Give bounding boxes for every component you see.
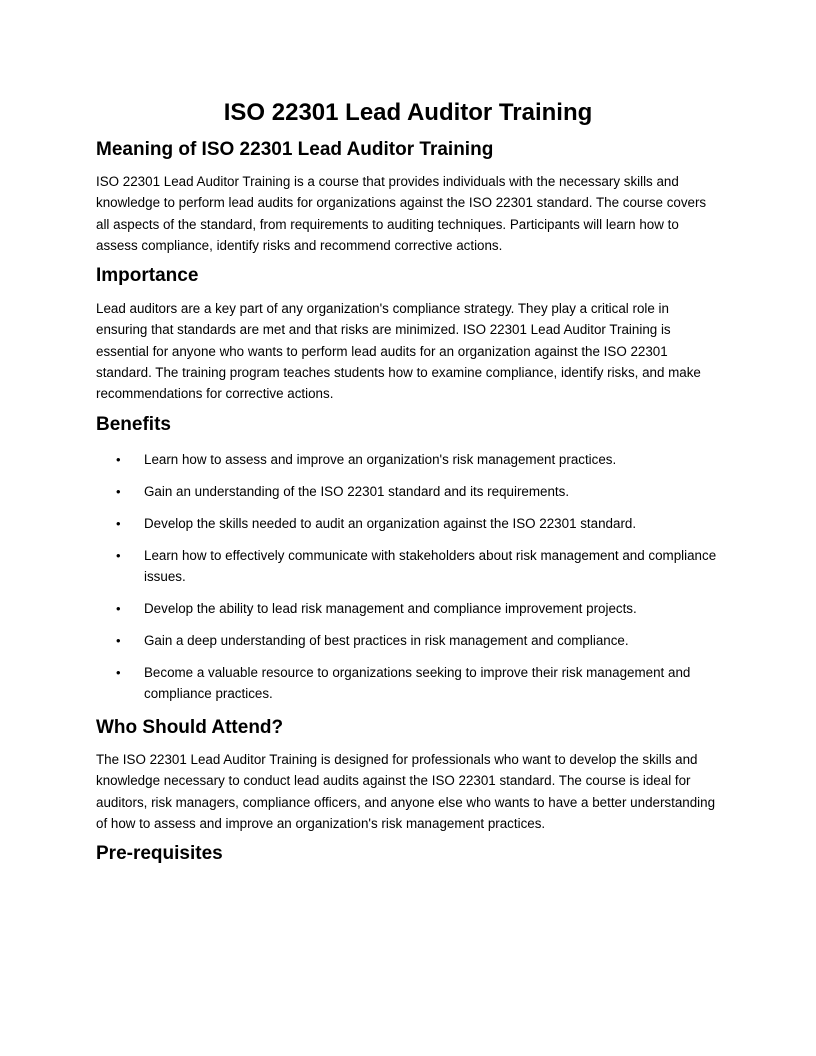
list-item-text: Develop the ability to lead risk management and compliance improvement projects. bbox=[144, 600, 637, 616]
section-heading-meaning: Meaning of ISO 22301 Lead Auditor Training bbox=[96, 139, 494, 160]
section-body-meaning: ISO 22301 Lead Auditor Training is a course that provides individuals with the necessary skills and knowledge to perform lead audits for organizations against the ISO 22301 standard. The course covers all aspects of the standard, from requirements to auditing techniques. Participants will learn how to assess compliance, identify risks and recommend corrective actions. bbox=[96, 174, 707, 253]
list-item bbox=[96, 630, 720, 651]
list-item bbox=[96, 449, 720, 470]
list-item bbox=[96, 513, 720, 534]
document-page bbox=[96, 96, 720, 867]
bullet-icon: • bbox=[116, 515, 121, 531]
list-item bbox=[96, 545, 720, 588]
section-heading-who-should-attend: Who Should Attend? bbox=[96, 717, 284, 739]
list-item-text: Gain an understanding of the ISO 22301 standard and its requirements. bbox=[144, 483, 570, 499]
section-body-importance: Lead auditors are a key part of any organization's compliance strategy. They play a critical role in ensuring that standards are met and that risks are minimized. ISO 22301 Lead Auditor Training is essential for anyone who wants to perform lead audits for an organization against the ISO 22301 standard. The training program teaches students how to examine compliance, identify risks, and make recommendations for corrective actions. bbox=[96, 301, 701, 402]
document-title: ISO 22301 Lead Auditor Training bbox=[223, 99, 593, 126]
section-heading-importance: Importance bbox=[96, 265, 199, 287]
list-item-text: Gain a deep understanding of best practices in risk management and compliance. bbox=[144, 632, 629, 648]
bullet-icon: • bbox=[116, 547, 121, 563]
section-heading-prerequisites: Pre-requisites bbox=[96, 843, 223, 865]
section-body-who-should-attend: The ISO 22301 Lead Auditor Training is designed for professionals who want to develop the skills and knowledge necessary to conduct lead audits against the ISO 22301 standard. The course is ideal for auditors, risk managers, compliance officers, and anyone else who wants to have a better understanding of how to assess and improve an organization's risk management practices. bbox=[96, 752, 716, 832]
list-item bbox=[96, 662, 720, 705]
list-item-text: Become a valuable resource to organizations seeking to improve their risk management and compliance practices. bbox=[144, 664, 691, 702]
bullet-icon: • bbox=[116, 600, 121, 616]
bullet-icon: • bbox=[116, 664, 121, 680]
list-item bbox=[96, 481, 720, 502]
bullet-icon: • bbox=[116, 483, 121, 499]
benefits-list bbox=[96, 449, 720, 705]
list-item-text: Learn how to effectively communicate with stakeholders about risk management and compliance issues. bbox=[144, 547, 717, 584]
list-item bbox=[96, 598, 720, 619]
bullet-icon: • bbox=[116, 451, 121, 467]
list-item-text: Develop the skills needed to audit an organization against the ISO 22301 standard. bbox=[144, 515, 637, 531]
section-heading-benefits: Benefits bbox=[96, 413, 171, 435]
list-item-text: Learn how to assess and improve an organization's risk management practices. bbox=[144, 451, 617, 467]
bullet-icon: • bbox=[116, 632, 121, 648]
